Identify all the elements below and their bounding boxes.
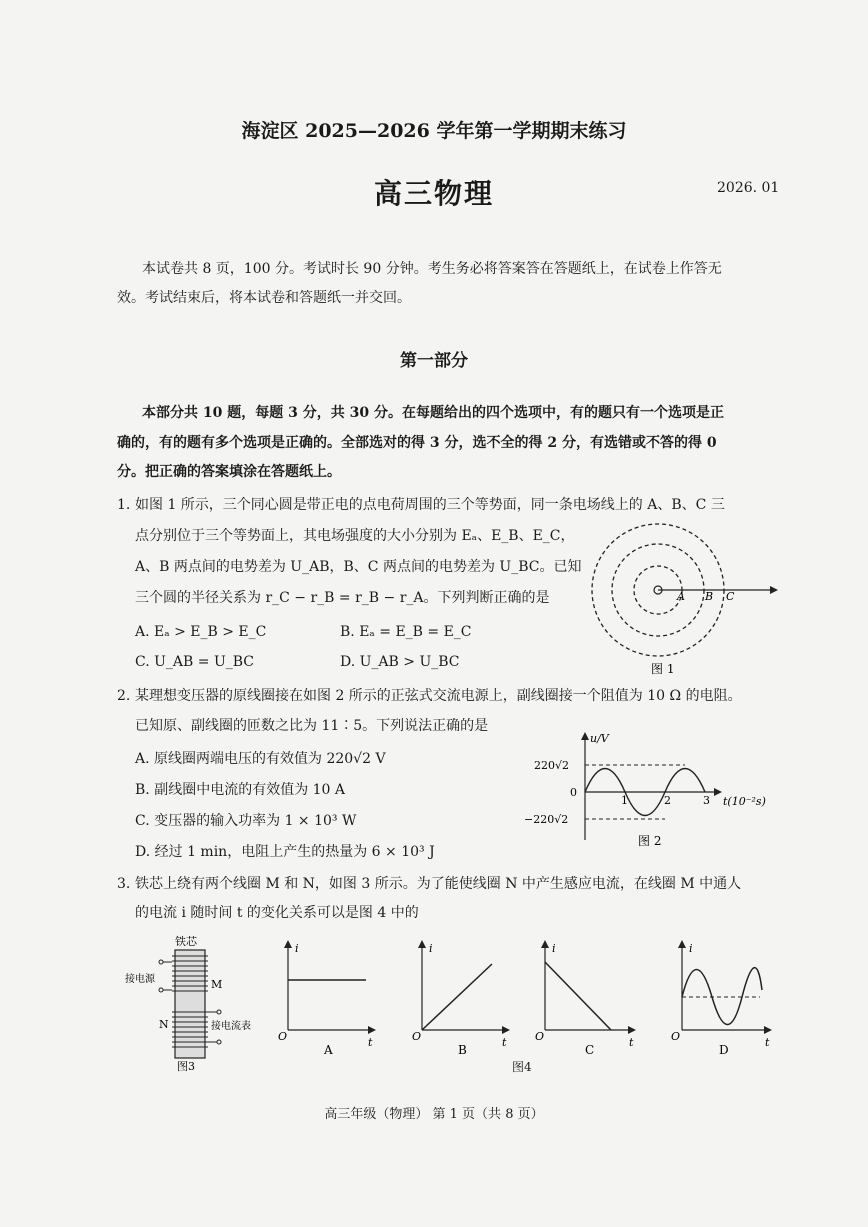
q2-line-2: 已知原、副线圈的匝数之比为 11∶5。下列说法正确的是	[135, 718, 489, 734]
graph-label-a: A	[324, 1043, 333, 1057]
x-tick-3: 3	[703, 794, 710, 807]
o-label: O	[671, 1030, 681, 1043]
figure-4-label: 图4	[512, 1060, 532, 1074]
graph-label-c: C	[585, 1043, 595, 1057]
exam-title: 海淀区 2025—2026 学年第一学期期末练习	[241, 120, 627, 142]
q1-option-c[interactable]: C. U_AB = U_BC	[135, 654, 254, 670]
y-max-label: 220√2	[534, 759, 570, 772]
q2-option-c[interactable]: C. 变压器的输入功率为 1 × 10³ W	[135, 813, 357, 829]
figure-4-graph-a[interactable]	[278, 940, 388, 1060]
q1-line-2: 点分别位于三个等势面上，其电场强度的大小分别为 Eₐ、E_B、E_C，	[135, 528, 575, 544]
q1-option-a[interactable]: A. Eₐ > E_B > E_C	[135, 624, 267, 640]
coil-m-terminal-1	[159, 960, 163, 964]
q2-number: 2.	[117, 688, 131, 704]
o-label: O	[535, 1030, 545, 1043]
figure-4-graph-c[interactable]	[535, 940, 650, 1060]
page-footer: 高三年级（物理） 第 1 页（共 8 页）	[324, 1107, 544, 1122]
q3-line-2: 的电流 i 随时间 t 的变化关系可以是图 4 中的	[135, 905, 419, 921]
subject-title: 高三物理	[373, 177, 494, 210]
i-label: i	[429, 942, 433, 955]
part-title: 第一部分	[400, 351, 468, 371]
coil-m-label: M	[211, 978, 223, 991]
i-label: i	[689, 942, 693, 955]
current-line	[545, 962, 611, 1030]
label-a: A	[677, 590, 685, 603]
q3-line-1: 铁芯上绕有两个线圈 M 和 N，如图 3 所示。为了能使线圈 N 中产生感应电流，在线圈 M 中通人	[135, 876, 742, 892]
figure-1-label: 图 1	[651, 662, 675, 676]
part-intro-line-1: 本部分共 10 题，每题 3 分，共 30 分。在每题给出的四个选项中，有的题只有一个选项是正	[142, 405, 724, 421]
t-label: t	[502, 1036, 507, 1049]
q2-option-a[interactable]: A. 原线圈两端电压的有效值为 220√2 V	[135, 751, 386, 767]
i-label: i	[295, 942, 299, 955]
q1-option-d[interactable]: D. U_AB > U_BC	[340, 654, 460, 670]
q1-line-3: A、B 两点间的电势差为 U_AB，B、C 两点间的电势差为 U_BC。已知	[135, 559, 582, 575]
coil-m-terminal-2	[159, 988, 163, 992]
x-axis-label: t(10⁻²s)	[723, 795, 766, 808]
y-axis-arrow	[581, 732, 589, 740]
x-tick-1: 1	[621, 794, 628, 807]
graph-label-b: B	[458, 1043, 467, 1057]
t-axis-arrow	[502, 1026, 510, 1034]
figure-3-coil-diagram	[125, 932, 275, 1077]
i-label: i	[552, 942, 556, 955]
instructions-line-2: 效。考试结束后，将本试卷和答题纸一并交回。	[117, 290, 411, 306]
o-label: O	[278, 1030, 288, 1043]
t-label: t	[765, 1036, 770, 1049]
ammeter-label: 接电流表	[211, 1021, 251, 1032]
coil-n-label: N	[159, 1018, 169, 1031]
q2-option-b[interactable]: B. 副线圈中电流的有效值为 10 A	[135, 782, 346, 798]
t-axis-arrow	[628, 1026, 636, 1034]
q1-number: 1.	[117, 497, 131, 513]
q3-number: 3.	[117, 876, 131, 892]
i-axis-arrow	[284, 940, 292, 948]
q2-line-1: 某理想变压器的原线圈接在如图 2 所示的正弦式交流电源上，副线圈接一个阻值为 10 Ω 的电阻。	[135, 688, 742, 704]
i-axis-arrow	[678, 940, 686, 948]
figure-1-diagram	[585, 520, 775, 680]
iron-core-label: 铁芯	[175, 935, 197, 948]
part-intro-line-3: 分。把正确的答案填涂在答题纸上。	[117, 464, 341, 480]
x-tick-2: 2	[664, 794, 671, 807]
t-axis-arrow	[764, 1026, 772, 1034]
y-axis-label: u/V	[590, 732, 609, 745]
graph-label-d: D	[719, 1043, 729, 1057]
exam-date: 2026. 01	[717, 180, 780, 196]
q1-option-b[interactable]: B. Eₐ = E_B = E_C	[340, 624, 472, 640]
figure-4-graph-d[interactable]	[670, 940, 785, 1060]
q2-option-d[interactable]: D. 经过 1 min，电阻上产生的热量为 6 × 10³ J	[135, 844, 435, 860]
t-label: t	[629, 1036, 634, 1049]
o-label: O	[412, 1030, 422, 1043]
power-source-label: 接电源	[125, 974, 155, 985]
figure-2-graph	[520, 732, 790, 852]
label-b: B	[705, 590, 714, 603]
current-line	[422, 964, 492, 1030]
current-wave	[682, 968, 762, 1025]
instructions-line-1: 本试卷共 8 页，100 分。考试时长 90 分钟。考生务必将答案答在答题纸上，在试卷上作答无	[142, 261, 722, 277]
label-c: C	[726, 590, 735, 603]
i-axis-arrow	[541, 940, 549, 948]
figure-4-graph-b[interactable]	[412, 940, 522, 1060]
q1-line-1: 如图 1 所示，三个同心圆是带正电的点电荷周围的三个等势面，同一条电场线上的 A、B、C 三	[135, 497, 725, 513]
figure-3-label: 图3	[177, 1060, 195, 1073]
x-axis-arrow	[714, 788, 722, 796]
figure-2-label: 图 2	[638, 834, 662, 848]
i-axis-arrow	[418, 940, 426, 948]
t-label: t	[368, 1036, 373, 1049]
zero-label: 0	[570, 786, 577, 799]
y-min-label: −220√2	[524, 813, 569, 826]
coil-n-terminal-2	[217, 1040, 221, 1044]
field-line-arrow	[770, 586, 778, 594]
part-intro-line-2: 确的，有的题有多个选项是正确的。全部选对的得 3 分，选不全的得 2 分，有选错或不答的得 0	[117, 435, 717, 451]
t-axis-arrow	[368, 1026, 376, 1034]
coil-n-terminal-1	[217, 1010, 221, 1014]
q1-line-4: 三个圆的半径关系为 r_C − r_B = r_B − r_A。下列判断正确的是	[135, 590, 550, 606]
